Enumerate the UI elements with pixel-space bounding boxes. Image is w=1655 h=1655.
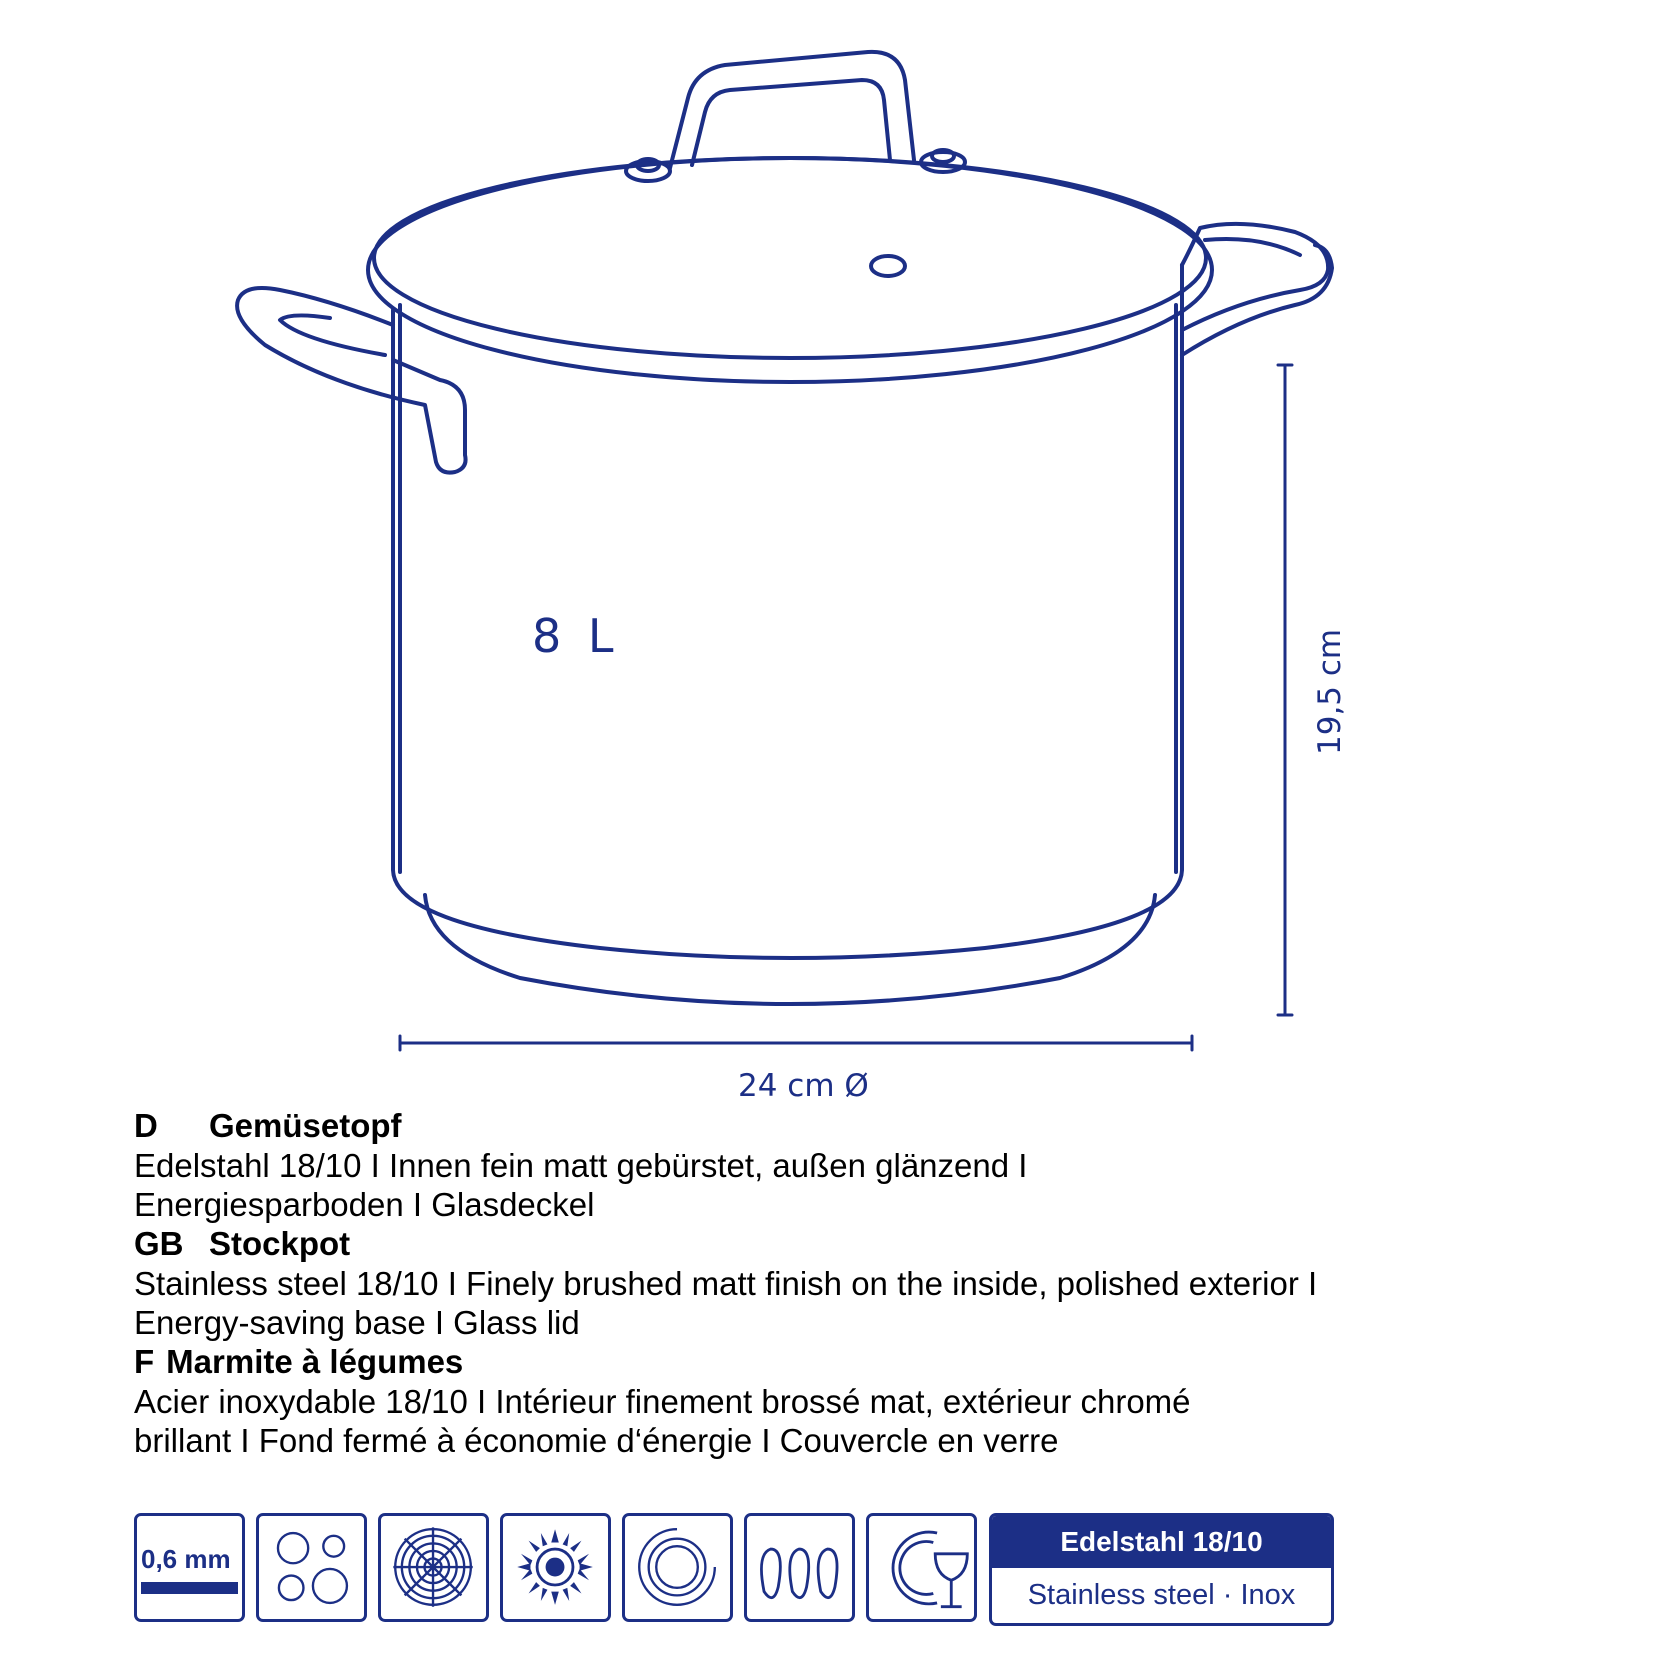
language-code: GB — [134, 1225, 184, 1262]
section-line: Acier inoxydable 18/10 I Intérieur finement brossé mat, extérieur chromé — [134, 1383, 1191, 1420]
electric-hob-icon — [256, 1513, 367, 1622]
pot-body — [393, 310, 1182, 958]
dishwasher-safe-icon — [866, 1513, 977, 1622]
induction-hob-icon — [378, 1513, 489, 1622]
thickness-label: 0,6 mm — [141, 1544, 231, 1574]
gas-hob-icon — [500, 1513, 611, 1622]
section-line: Energiesparboden I Glasdeckel — [134, 1186, 595, 1223]
ceramic-hob-icon — [622, 1513, 733, 1622]
lid-inner — [374, 158, 1206, 358]
pot-base — [425, 895, 1155, 1004]
language-code: F — [134, 1343, 155, 1380]
halogen-hob-icon — [744, 1513, 855, 1622]
language-code: D — [134, 1107, 158, 1144]
lid-vent — [871, 256, 905, 276]
section-line: Edelstahl 18/10 I Innen fein matt gebürstet, außen glänzend I — [134, 1147, 1028, 1184]
diameter-dimension-line — [400, 1036, 1192, 1050]
badge-title: Edelstahl 18/10 — [992, 1516, 1331, 1568]
height-dimension-line — [1278, 365, 1292, 1015]
section-line: brillant I Fond fermé à économie d‘énergie I Couvercle en verre — [134, 1422, 1059, 1459]
section-line: Stainless steel 18/10 I Finely brushed matt finish on the inside, polished exterior I — [134, 1265, 1318, 1302]
lid-outer — [368, 158, 1212, 382]
badge-subtitle: Stainless steel · Inox — [1027, 1579, 1296, 1611]
product-name: Gemüsetopf — [209, 1107, 402, 1144]
side-handle-left — [237, 288, 465, 473]
product-name: Stockpot — [209, 1225, 351, 1262]
section-title-f — [134, 1342, 1614, 1382]
product-description — [134, 1106, 1614, 1460]
product-name: Marmite à légumes — [166, 1343, 464, 1380]
material-thickness-icon — [134, 1513, 245, 1622]
section-line: Energy-saving base I Glass lid — [134, 1304, 580, 1341]
section-title-gb — [134, 1224, 1614, 1264]
capacity-label: 8 L — [532, 609, 620, 663]
stainless-steel-badge — [989, 1513, 1334, 1626]
section-title-de — [134, 1106, 1614, 1146]
thickness-bar — [141, 1582, 238, 1594]
diameter-label: 24 cm Ø — [738, 1068, 869, 1104]
height-label: 19,5 cm — [1312, 628, 1348, 755]
